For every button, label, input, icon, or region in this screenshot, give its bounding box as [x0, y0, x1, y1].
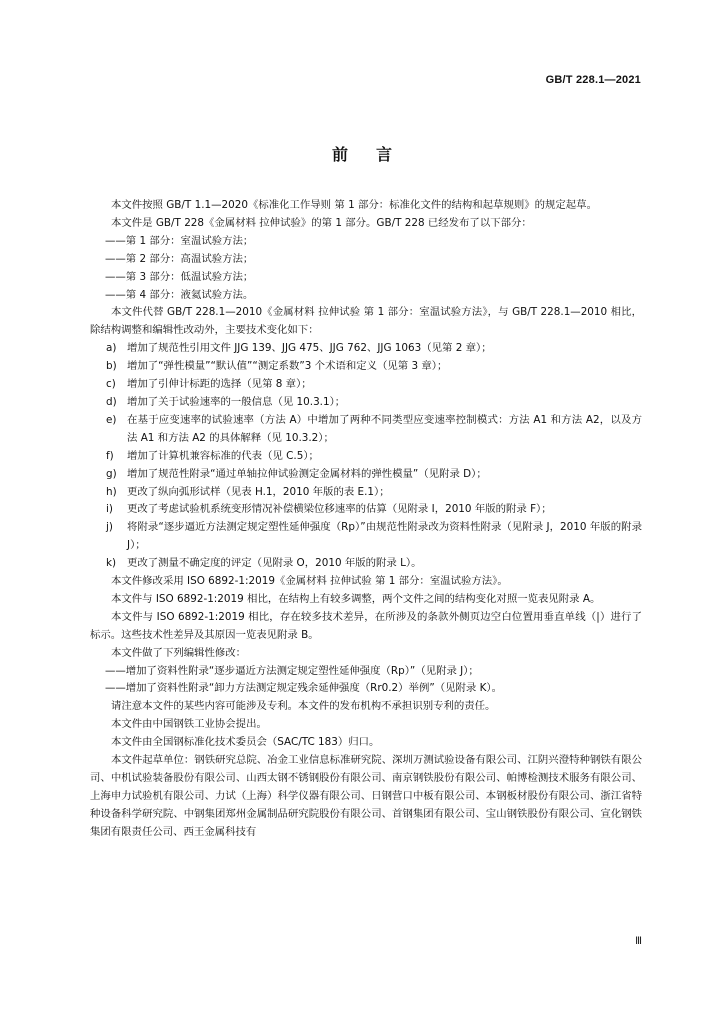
list-item: ——增加了资料性附录“卸力方法测定规定残余延伸强度（Rr0.2）举例”（见附录 K）。: [105, 682, 502, 695]
list-item: ——第 4 部分：液氦试验方法。: [105, 288, 254, 301]
item-text: 增加了计算机兼容标准的代表（见 C.5）；: [127, 449, 319, 462]
change-item: [90, 412, 642, 448]
paragraph-committee: 本文件由全国钢标准化技术委员会（SAC/TC 183）归口。: [111, 736, 380, 749]
list-item: ——第 1 部分：室温试验方法；: [105, 234, 254, 247]
change-item: [90, 358, 642, 376]
item-text: 增加了关于试验速率的一般信息（见 10.3.1）；: [127, 395, 346, 408]
item-text: 在基于应变速率的试验速率（方法 A）中增加了两种不同类型应变速率控制模式：方法 A1 和方法 A2，以及方法 A1 和方法 A2 的具体解释（见 10.3.2）；: [127, 413, 642, 444]
paragraph-adoption: 本文件修改采用 ISO 6892-1:2019《金属材料 拉伸试验 第 1 部分：室温试验方法》。: [111, 575, 508, 588]
paragraph-editorial-intro: 本文件做了下列编辑性修改：: [111, 646, 247, 659]
paragraph-drafting-basis: 本文件按照 GB/T 1.1—2020《标准化工作导则 第 1 部分：标准化文件的结构和起草规则》的规定起草。: [111, 199, 597, 211]
page-number: Ⅲ: [635, 936, 642, 947]
paragraph-parts-intro: 本文件是 GB/T 228《金属材料 拉伸试验》的第 1 部分。GB/T 228 已经发布了以下部分：: [111, 216, 532, 229]
paragraph-replacement: 本文件代替 GB/T 228.1—2010《金属材料 拉伸试验 第 1 部分：室温试验方法》，与 GB/T 228.1—2010 相比，除结构调整和编辑性改动外，主要技术变化如下：: [90, 306, 642, 337]
item-label: f): [106, 449, 114, 462]
item-label: c): [106, 378, 116, 391]
item-label: b): [106, 360, 117, 373]
item-text: 增加了“弹性模量”“默认值”“测定系数”3 个术语和定义（见第 3 章）；: [127, 360, 448, 373]
paragraph-technical-diff: 本文件与 ISO 6892-1:2019 相比，存在较多技术差异，在所涉及的条款外侧页边空白位置用垂直单线（|）进行了标示。这些技术性差异及其原因一览表见附录 B。: [90, 610, 642, 641]
standard-number: GB/T 228.1—2021: [545, 74, 641, 86]
list-item: ——第 3 部分：低温试验方法；: [105, 270, 254, 283]
change-item: [90, 501, 642, 519]
item-label: i): [106, 503, 113, 516]
item-text: 更改了测量不确定度的评定（见附录 O，2010 年版的附录 L）。: [127, 557, 422, 570]
change-item: [90, 448, 642, 466]
change-item: [90, 484, 642, 502]
document-body: [90, 197, 642, 842]
item-text: 将附录“逐步逼近方法测定规定塑性延伸强度（Rp）”由规范性附录改为资料性附录（见附录 J，2010 年版的附录 J）；: [127, 521, 642, 552]
item-text: 更改了纵向弧形试样（见表 H.1，2010 年版的表 E.1）；: [127, 485, 390, 498]
change-item: [90, 519, 642, 555]
list-item: ——第 2 部分：高温试验方法；: [105, 252, 254, 265]
paragraph-patent-notice: 请注意本文件的某些内容可能涉及专利。本文件的发布机构不承担识别专利的责任。: [111, 700, 496, 713]
item-label: k): [106, 557, 117, 570]
paragraph-structure-diff: 本文件与 ISO 6892-1:2019 相比，在结构上有较多调整，两个文件之间的结构变化对照一览表见附录 A。: [111, 592, 601, 605]
item-label: h): [106, 485, 117, 498]
page-title: 前言: [331, 145, 420, 164]
paragraph-drafting-units: 本文件起草单位：钢铁研究总院、冶金工业信息标准研究院、深圳万测试验设备有限公司、江阴兴澄特种钢铁有限公司、中机试验装备股份有限公司、山西太钢不锈钢股份有限公司、南京钢铁股份有限公司、帕博检测技术服务有限公司、上海申力试验机有限公司、力试（上海）科学仪器有限公司、日钢营口中板有限公司、本钢板材股份有限公司、浙江省特种设备科学研究院、中钢集团郑州金属制品研究院股份有限公司、首钢集团有限公司、宝山钢铁股份有限公司、宣化钢铁集团有限责任公司、西王金属科技有: [90, 754, 642, 838]
list-item: ——增加了资料性附录“逐步逼近方法测定规定塑性延伸强度（Rp）”（见附录 J）；: [105, 664, 479, 677]
paragraph-proposer: 本文件由中国钢铁工业协会提出。: [111, 718, 267, 731]
item-label: e): [106, 413, 117, 426]
item-text: 增加了规范性附录“通过单轴拉伸试验测定金属材料的弹性模量”（见附录 D）；: [127, 467, 487, 480]
item-label: d): [106, 395, 117, 408]
item-text: 更改了考虑试验机系统变形情况补偿横梁位移速率的估算（见附录 I，2010 年版的附录 F）；: [127, 503, 552, 516]
change-item: [90, 340, 642, 358]
item-text: 增加了引伸计标距的选择（见第 8 章）；: [127, 378, 312, 391]
change-item: [90, 376, 642, 394]
change-item: [90, 555, 642, 573]
change-item: [90, 394, 642, 412]
item-label: a): [106, 342, 117, 355]
item-text: 增加了规范性引用文件 JJG 139、JJG 475、JJG 762、JJG 1063（见第 2 章）；: [127, 342, 492, 355]
item-label: j): [106, 521, 113, 534]
item-label: g): [106, 467, 117, 480]
change-item: [90, 466, 642, 484]
